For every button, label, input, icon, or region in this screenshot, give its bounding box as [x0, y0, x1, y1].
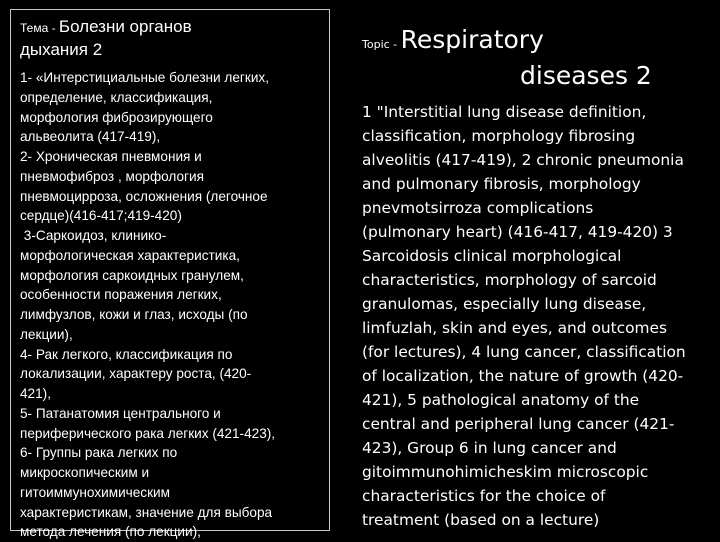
russian-topic-title-line1: Болезни органов	[58, 17, 192, 36]
russian-topic-title-line2: дыхания 2	[20, 40, 103, 59]
english-topic-title-line2: diseases 2	[520, 61, 652, 90]
english-topic-body: 1 "Interstitial lung disease definition, classification, morphology fibrosing alveolitis (417-419), 2 chronic pneumonia and pulmonary fibrosis, morphology pnevmotsirroza complications (pulmonary heart) (416-417, 419-420) 3 Sarcoidosis clinical morphological characteristics, morphology of sarcoid granulomas, especially lung disease, limfuzlah, skin and eyes, and outcomes (for lectures), 4 lung cancer, classification of localization, the nature of growth (420- 421), 5 pathological anatomy of the central and peripheral lung cancer (421- 423), Group 6 in lung cancer and gitoimmunohimicheskim microscopic characteristics for the choice of treatment (based on a lecture)	[362, 103, 686, 529]
english-topic-label: Topic -	[362, 38, 401, 51]
english-topic-heading	[362, 22, 707, 58]
russian-topic-body: 1- «Интерстициальные болезни легких, определение, классификация, морфология фиброзирующего альвеолита (417-419), 2- Хроническая пневмония и пневмофиброз , морфология пневмоцирроза, осложнения (легочное сердце)(416-417;419-420) 3-Саркоидоз, клинико- морфологическая характеристика, морфология саркоидных гранулем, особенности поражения легких, лимфузлов, кожи и глаз, исходы (по лекции), 4- Рак легкого, классификация по локализации, характеру роста, (420- 421), 5- Патанатомия центрального и периферического рака легких (421-423), 6- Группы рака легких по микроскопическим и гитоиммунохимическим характеристикам, значение для выбора метода лечения (по лекции),	[20, 70, 276, 540]
russian-topic-panel	[10, 9, 330, 540]
russian-topic-label: Тема -	[20, 21, 59, 35]
english-topic-title-line1: Respiratory	[400, 25, 544, 54]
english-topic-panel	[362, 22, 707, 532]
russian-topic-heading	[20, 16, 320, 62]
